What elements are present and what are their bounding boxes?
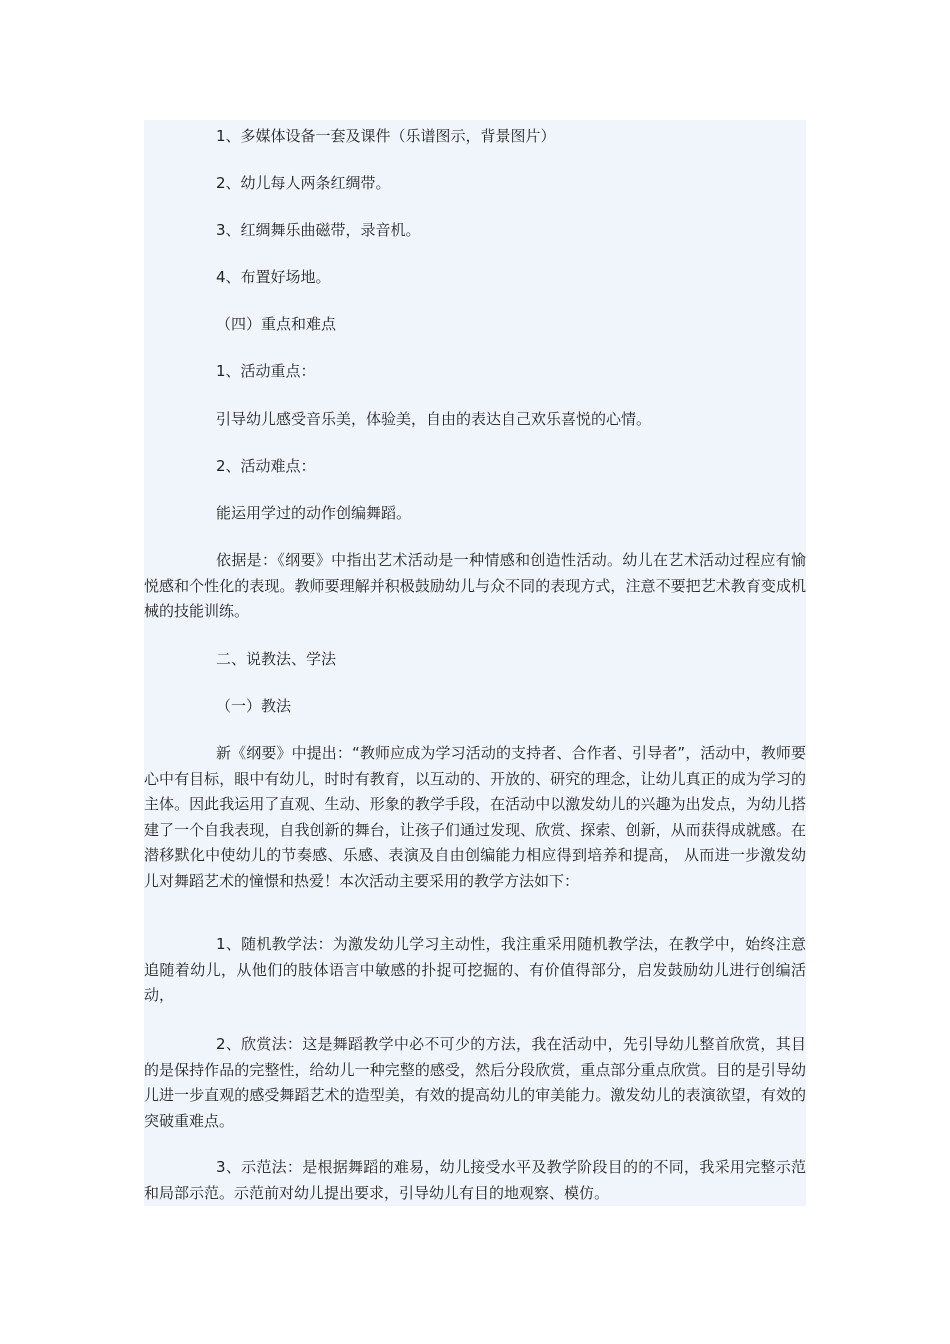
method-random-teaching: 1、随机教学法：为激发幼儿学习主动性，我注重采用随机教学法，在教学中，始终注意追随着幼儿，从他们的肢体语言中敏感的扑捉可挖掘的、有价值得部分，启发鼓励幼儿进行创编活动， [144,935,806,1004]
material-item-3: 3、红绸舞乐曲磁带，录音机。 [216,221,421,239]
basis-paragraph: 依据是：《纲要》中指出艺术活动是一种情感和创造性活动。幼儿在艺术活动过程应有愉悦感和个性化的表现。教师要理解并积极鼓励幼儿与众不同的表现方式，注意不要把艺术教育变成机械的技能训练。 [144,551,806,620]
difficulty-text: 能运用学过的动作创编舞蹈。 [216,504,412,522]
key-point-heading: 1、活动重点： [216,362,316,380]
material-item-2: 2、幼儿每人两条红绸带。 [216,174,391,192]
key-point-text: 引导幼儿感受音乐美，体验美，自由的表达自己欢乐喜悦的心情。 [216,410,652,428]
method-appreciation: 2、欣赏法：这是舞蹈教学中必不可少的方法，我在活动中，先引导幼儿整首欣赏，其目的是保持作品的完整性，给幼儿一种完整的感受，然后分段欣赏，重点部分重点欣赏。目的是引导幼儿进一步直观的感受舞蹈艺术的造型美，有效的提高幼儿的审美能力。激发幼儿的表演欲望，有效的突破重难点。 [144,1035,806,1130]
teaching-method-paragraph: 新《纲要》中提出：“教师应成为学习活动的支持者、合作者、引导者”，活动中，教师要心中有目标，眼中有幼儿，时时有教育，以互动的、开放的、研究的理念，让幼儿真正的成为学习的主体。因此我运用了直观、生动、形象的教学手段，在活动中以激发幼儿的兴趣为出发点，为幼儿搭建了一个自我表现，自我创新的舞台，让孩子们通过发现、欣赏、探索、创新，从而获得成就感。在潜移默化中使幼儿的节奏感、乐感、表演及自由创编能力相应得到培养和提高， 从而进一步激发幼儿对舞蹈艺术的憧憬和热爱！本次活动主要采用的教学方法如下： [144,744,806,890]
method-demonstration: 3、示范法：是根据舞蹈的难易，幼儿接受水平及教学阶段目的的不同，我采用完整示范和局部示范。示范前对幼儿提出要求，引导幼儿有目的地观察、模仿。 [144,1158,806,1202]
section-heading-key-points: （四）重点和难点 [216,315,337,333]
section-heading-methods: 二、说教法、学法 [216,650,337,668]
subsection-heading-teaching-method: （一）教法 [216,697,292,715]
material-item-4: 4、布置好场地。 [216,268,331,286]
material-item-1: 1、多媒体设备一套及课件（乐谱图示，背景图片） [216,127,556,145]
document-body [144,120,806,1206]
difficulty-heading: 2、活动难点： [216,457,316,475]
